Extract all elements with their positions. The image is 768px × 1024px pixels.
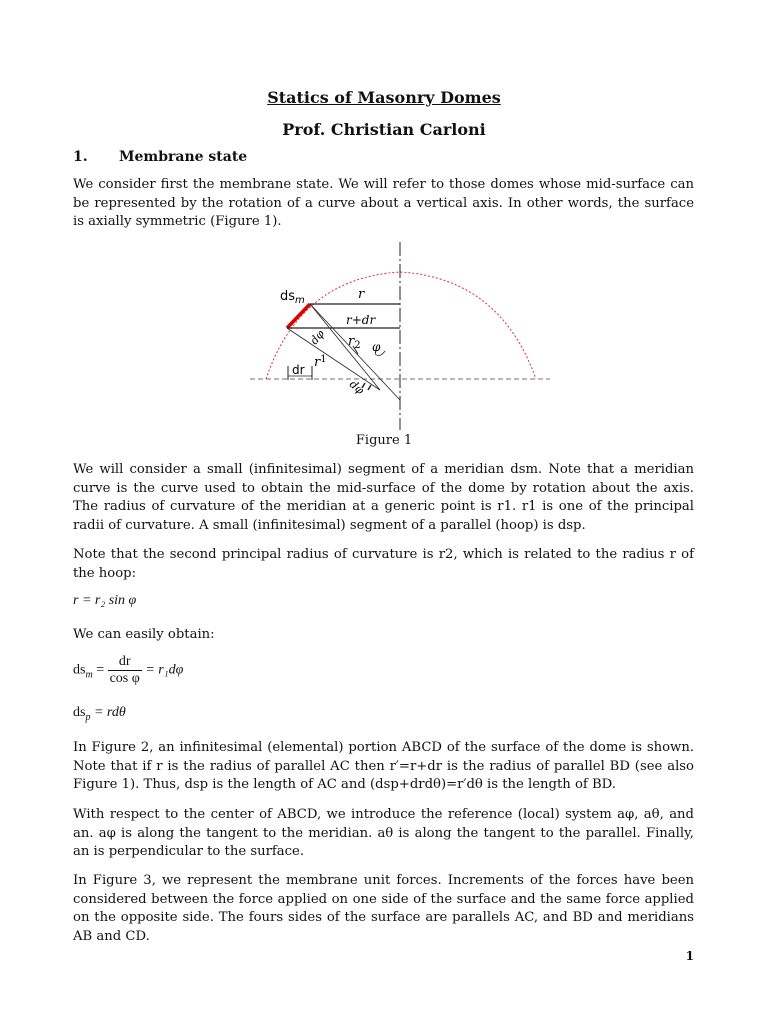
label-phi: φ: [372, 340, 381, 354]
paragraph-3: Note that the second principal radius of curvature is r2, which is related to the radius r of the hoop:: [73, 547, 694, 581]
label-dr: dr: [292, 363, 305, 377]
equation-1: r = r₂ sin φ: [73, 593, 137, 608]
page-title: Statics of Masonry Domes: [267, 88, 501, 107]
equation-2: $ds_m$ = $\frac{dr}{\text{cos φ}}$ = r₁dφ: [73, 654, 184, 686]
section-title: Membrane state: [119, 149, 248, 165]
section-number: 1.: [73, 149, 88, 165]
label-dtheta: dφ: [346, 377, 367, 397]
paragraph-7: In Figure 3, we represent the membrane unit forces. Increments of the forces have been considered between the force applied on one side of the surface and the same force applied on the opposite side. The fours sides of the surface are parallels AC, and BD and meridians AB and CD.: [73, 873, 694, 944]
label-r2: $r_2$: [348, 334, 361, 351]
label-r1: $r^1$: [314, 354, 327, 370]
figure-caption: Figure 1: [355, 433, 413, 448]
radius-r1-line-a: [287, 328, 380, 390]
paragraph-6: With respect to the center of ABCD, we introduce the reference (local) system aφ, aθ, and an. aφ is along the tangent to the meridian. aθ is along the tangent to the parallel. Finally, an is perpendicular to the surface.: [73, 807, 694, 860]
dtheta-tick-2: [368, 385, 371, 390]
paragraph-4: We can easily obtain:: [73, 627, 215, 642]
label-dsm: $ds_m$: [280, 289, 305, 306]
dome-arc: [266, 272, 536, 379]
figure-1-diagram: [240, 238, 570, 430]
meridian-segment: [287, 304, 310, 328]
paragraph-2: We will consider a small (infinitesimal) segment of a meridian dsm. Note that a meridian curve is the curve used to obtain the mid-surface of the dome by rotation about the axis. The radius of curvature of the meridian at a generic point is r1. r1 is one of the principal radii of curvature. A small (infinitesimal) segment of a parallel (hoop) is dsp.: [73, 462, 694, 533]
label-r: r: [358, 287, 365, 302]
equation-3: $ds_p = rd\theta$: [73, 705, 126, 723]
paragraph-5: In Figure 2, an infinitesimal (elemental) portion ABCD of the surface of the dome is shown. Note that if r is the radius of parallel AC then r′=r+dr is the radius of parallel BD (see also Figure 1). Thus, dsp is the length of AC and (dsp+drdθ)=r′dθ is the length of BD.: [73, 740, 694, 793]
label-dphi: dφ: [307, 327, 327, 348]
page-number: 1: [685, 949, 694, 963]
author-name: Prof. Christian Carloni: [282, 120, 486, 139]
section-heading: [73, 149, 247, 165]
label-r-plus-dr: r+dr: [346, 313, 376, 327]
paragraph-1: We consider first the membrane state. We will refer to those domes whose mid-surface can be represented by the rotation of a curve about a vertical axis. In other words, the surface is axially symmetric (Figure 1).: [73, 177, 694, 230]
